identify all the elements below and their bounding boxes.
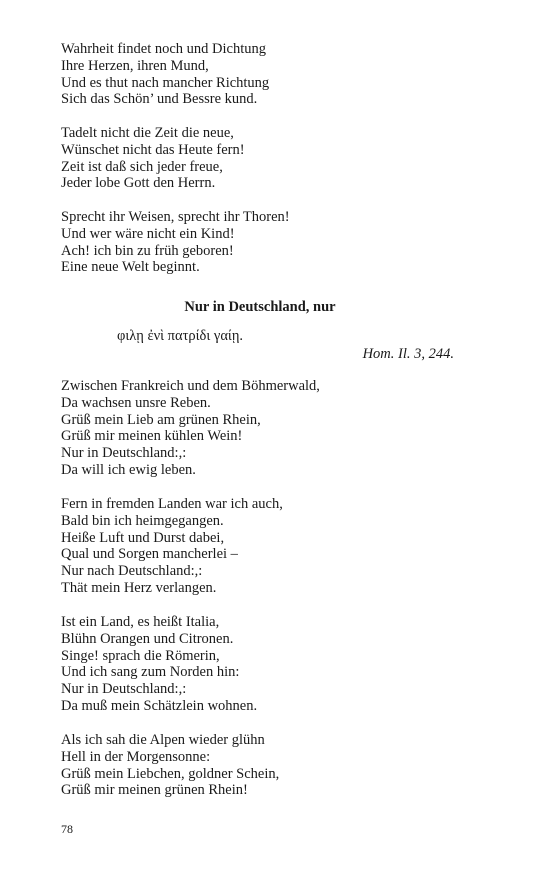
verse-line: Ihre Herzen, ihren Mund, (61, 57, 209, 74)
poem1-stanza-1 (61, 41, 461, 108)
verse-line: Fern in fremden Landen war ich auch, (61, 496, 283, 512)
epigraph: φιλῃ ἐνὶ πατρίδι γαίῃ. (117, 328, 244, 344)
verse-line: Und wer wäre nicht ein Kind! (61, 225, 235, 242)
page-number: 78 (61, 822, 73, 836)
poem2-stanza-2 (61, 496, 461, 597)
verse-line: Bald bin ich heimgegangen. (61, 512, 224, 529)
verse-line: Wünschet nicht das Heute fern! (61, 141, 245, 158)
verse-line: Sich das Schön’ und Bessre kund. (61, 91, 258, 108)
verse-line: Und es thut nach mancher Richtung (61, 74, 270, 91)
poem2-stanza-4 (61, 732, 461, 799)
verse-line: Blühn Orangen und Citronen. (61, 630, 234, 647)
verse-line: Als ich sah die Alpen wieder glühn (61, 732, 265, 748)
verse-line: Nur in Deutschland:,: (61, 681, 187, 698)
verse-line: Zeit ist daß sich jeder freue, (61, 158, 223, 175)
poem-title: Nur in Deutschland, nur (184, 299, 336, 315)
verse-line: Nur nach Deutschland:,: (61, 563, 203, 580)
verse-line: Grüß mir meinen kühlen Wein! (61, 428, 243, 445)
verse-line: Tadelt nicht die Zeit die neue, (61, 125, 234, 141)
verse-line: Eine neue Welt beginnt. (61, 259, 200, 276)
poem2-stanza-3 (61, 614, 461, 715)
poem1-stanza-3 (61, 209, 461, 276)
verse-line: Grüß mir meinen grünen Rhein! (61, 782, 248, 799)
verse-line: Grüß mein Lieb am grünen Rhein, (61, 411, 261, 428)
verse-line: Hell in der Morgensonne: (61, 748, 211, 765)
poem2-stanza-1 (61, 378, 461, 479)
epigraph-source: Hom. Il. 3, 244. (362, 346, 454, 362)
verse-line: Zwischen Frankreich und dem Böhmerwald, (61, 378, 320, 394)
verse-line: Ach! ich bin zu früh geboren! (61, 242, 234, 259)
verse-line: Thät mein Herz verlangen. (61, 579, 217, 596)
verse-line: Grüß mein Liebchen, goldner Schein, (61, 765, 280, 782)
verse-line: Qual und Sorgen mancherlei – (61, 546, 238, 563)
verse-line: Jeder lobe Gott den Herrn. (61, 175, 216, 192)
poem1-stanza-2 (61, 125, 461, 192)
verse-line: Heiße Luft und Durst dabei, (61, 529, 225, 546)
verse-line: Sprecht ihr Weisen, sprecht ihr Thoren! (61, 209, 290, 225)
verse-line: Wahrheit findet noch und Dichtung (61, 41, 267, 57)
verse-line: Da will ich ewig leben. (61, 461, 196, 478)
verse-line: Ist ein Land, es heißt Italia, (61, 614, 220, 630)
verse-line: Da muß mein Schätzlein wohnen. (61, 697, 258, 714)
verse-line: Nur in Deutschland:,: (61, 445, 187, 462)
verse-line: Und ich sang zum Norden hin: (61, 664, 240, 681)
verse-line: Singe! sprach die Römerin, (61, 647, 220, 664)
verse-line: Da wachsen unsre Reben. (61, 394, 211, 411)
